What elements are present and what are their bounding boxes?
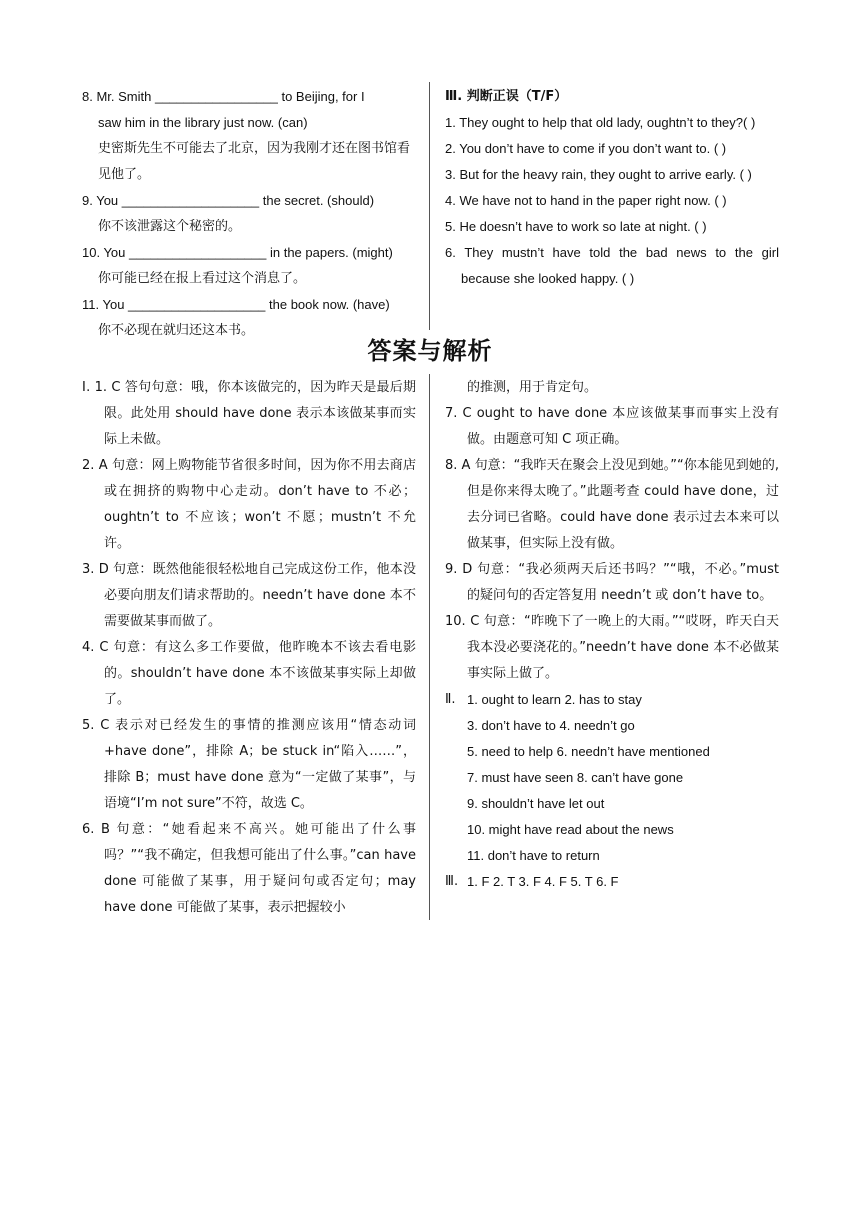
exercise-11-translation: 你不必现在就归还这本书。 (98, 323, 255, 338)
exercise-8-line2: saw him in the library just now. (can) (98, 115, 308, 130)
section-3-line: 1. F 2. T 3. F 4. F 5. T 6. F (467, 874, 619, 889)
answer-1-9: 9. D 句意：“我必须两天后还书吗？”“哦，不必。”must 的疑问句的否定答复用 needn’t 或 don’t have to。 (445, 562, 779, 603)
section-3-answers (445, 869, 779, 895)
answer-1-10: 10. C 句意：“昨晚下了一晚上的大雨。”“哎呀，昨天白天我本没必要浇花的。”needn’t have done 本不必做某事实际上做了。 (445, 614, 779, 681)
answer-1-6: 6. B 句意：“她看起来不高兴。她可能出了什么事吗？”“我不确定，但我想可能出了什么事。”can have done 可能做了某事，用于疑问句或否定句；may have done 可能做了某事，表示把握较小 (82, 822, 416, 915)
exercise-8-translation: 史密斯先生不可能去了北京，因为我刚才还在图书馆看见他了。 (98, 141, 411, 182)
section-2-line-6: 10. might have read about the news (467, 822, 674, 837)
tf-item-1: 1. They ought to help that old lady, oughtn’t to they?( ) (445, 115, 756, 130)
tf-item-2: 2. You don’t have to come if you don’t want to. ( ) (445, 141, 727, 156)
answer-title: 答案与解析 (367, 337, 493, 365)
section-2-line-3: 5. need to help 6. needn’t have mentioned (467, 744, 710, 759)
section-2-answers (445, 687, 779, 869)
section-2-line-5: 9. shouldn’t have let out (467, 796, 605, 811)
answer-1-6-continued: 的推测，用于肯定句。 (467, 380, 598, 395)
answer-1-3: 3. D 句意：既然他能很轻松地自己完成这份工作，他本没必要向朋友们请求帮助的。needn’t have done 本不需要做某事而做了。 (82, 562, 416, 629)
answer-1-4: 4. C 句意：有这么多工作要做，他昨晚本不该去看电影的。shouldn’t have done 本不该做某事实际上却做了。 (82, 640, 416, 707)
tf-item-5: 5. He doesn’t have to work so late at night. ( ) (445, 219, 707, 234)
exercise-9: 9. You ___________________ the secret. (should) (82, 193, 375, 208)
exercise-column-left (82, 84, 416, 344)
answer-1-5: 5. C 表示对已经发生的事情的推测应该用“情态动词+have done”，排除 A；be stuck in“陷入……”，排除 B；must have done 意为“一定做了某事”，与语境“I’m not sure”不符，故选 C。 (82, 718, 416, 811)
exercise-9-translation: 你不该泄露这个秘密的。 (98, 219, 242, 234)
column-divider-top (429, 82, 430, 330)
answer-1-8: 8. A 句意：“我昨天在聚会上没见到她。”“你本能见到她的,但是你来得太晚了。”此题考查 could have done，过去分词已省略。could have done 表示过去本来可以做某事，但实际上没有做。 (445, 458, 779, 551)
tf-item-4: 4. We have not to hand in the paper right now. ( ) (445, 193, 727, 208)
section-2-line-7: 11. don’t have to return (467, 848, 600, 863)
answer-1-1: Ⅰ. 1. C 答句句意：哦，你本该做完的，因为昨天是最后期限。此处用 should have done 表示本该做某事而实际上未做。 (82, 380, 416, 447)
answers-column-right (445, 375, 779, 895)
section-2-line-2: 3. don’t have to 4. needn’t go (467, 718, 635, 733)
exercise-8-line1: 8. Mr. Smith _________________ to Beijing, for I (82, 89, 365, 104)
section-2-label: Ⅱ. (445, 692, 456, 707)
section-2-line-1: 1. ought to learn 2. has to stay (467, 692, 642, 707)
section-3-label: Ⅲ. (445, 874, 459, 889)
answer-1-7: 7. C ought to have done 本应该做某事而事实上没有做。由题意可知 C 项正确。 (445, 406, 779, 447)
tf-item-6: 6. They mustn’t have told the bad news to the girl because she looked happy. ( ) (445, 245, 779, 286)
tf-item-3: 3. But for the heavy rain, they ought to arrive early. ( ) (445, 167, 752, 182)
answer-1-2: 2. A 句意：网上购物能节省很多时间，因为你不用去商店或在拥挤的购物中心走动。don’t have to 不必；oughtn’t to 不应该；won’t 不愿；mustn’t 不允许。 (82, 458, 416, 551)
section-3-heading: Ⅲ. 判断正误（T/F） (445, 89, 568, 104)
column-divider-bottom (429, 374, 430, 920)
exercise-10-translation: 你可能已经在报上看过这个消息了。 (98, 271, 307, 286)
answers-column-left (82, 375, 416, 921)
exercise-10: 10. You ___________________ in the papers. (might) (82, 245, 393, 260)
exercise-11: 11. You ___________________ the book now. (have) (82, 297, 390, 312)
exercise-column-right (445, 84, 779, 292)
section-2-line-4: 7. must have seen 8. can’t have gone (467, 770, 684, 785)
